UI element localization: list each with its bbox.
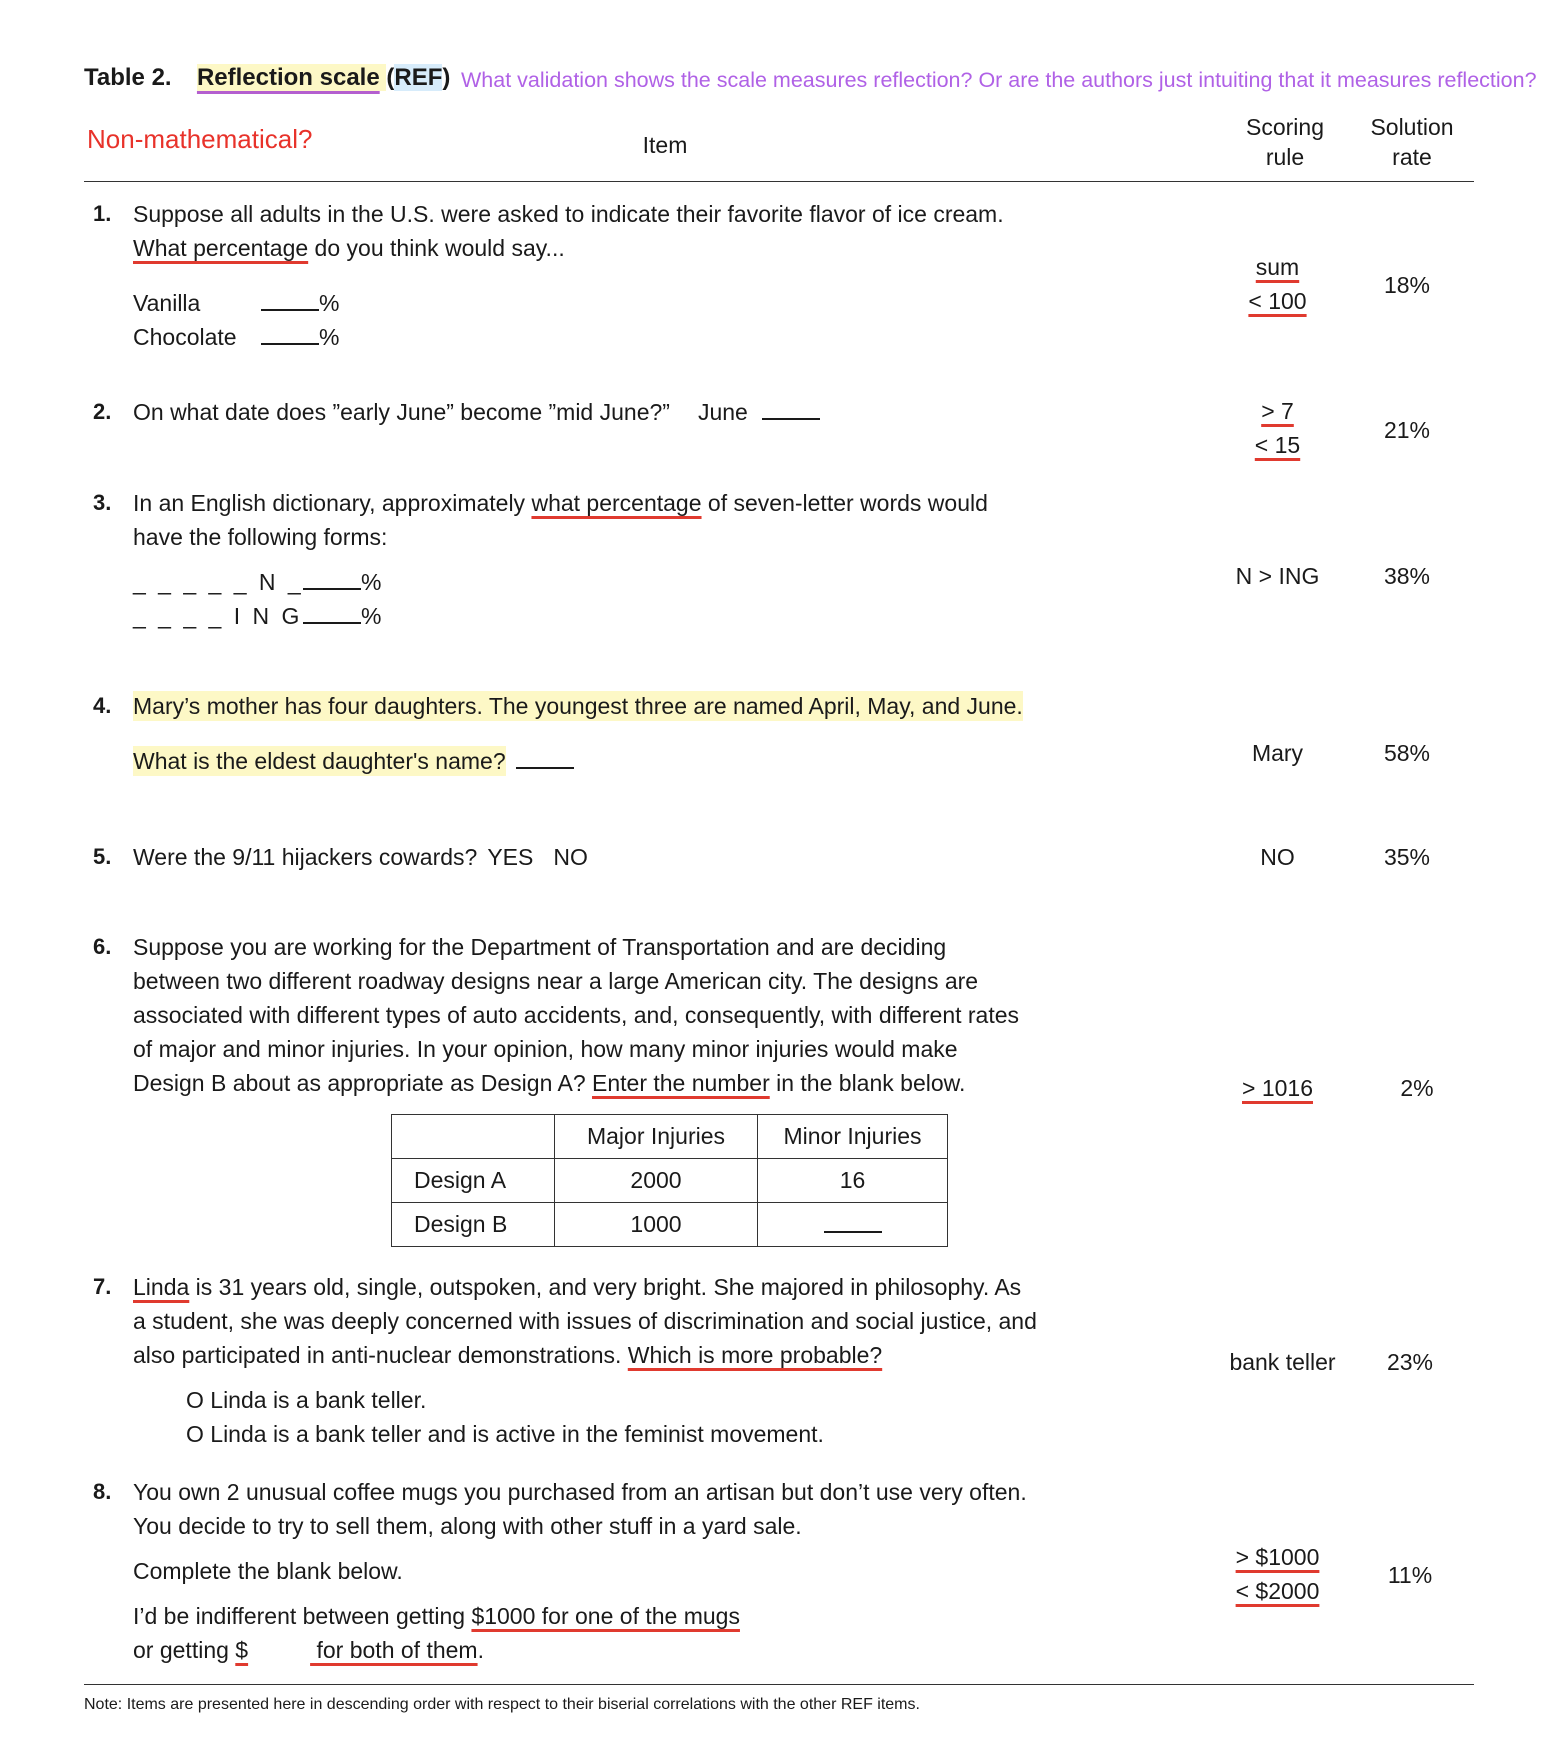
injuries-table [391,1114,948,1247]
scale-abbrev: REF [394,64,443,91]
choice-bank-teller[interactable]: O Linda is a bank teller. [186,1387,427,1413]
price-blank[interactable]: $ for both of them [235,1637,478,1663]
footer-rule [84,1684,1474,1685]
solution-rate-7: 23% [1386,1349,1434,1375]
scoring-rule-7: bank teller [1229,1349,1336,1375]
table-label: Table 2. [84,64,172,91]
option-no[interactable]: NO [553,844,588,870]
solution-rate-2: 21% [1383,417,1431,443]
table-caption: Table 2. Reflection scale (REF) [84,64,451,91]
table-row: Design A 2000 16 [392,1159,948,1203]
column-header-item: Item [642,132,688,158]
scoring-rule-6: > 1016 [1242,1075,1313,1101]
choice-bank-teller-feminist[interactable]: O Linda is a bank teller and is active in the feminist movement. [186,1421,824,1447]
june-blank[interactable] [762,398,820,420]
vanilla-blank[interactable]: % [261,290,339,316]
reviewer-comment-validation: What validation shows the scale measures reflection? Or are the authors just intuiting that it measures reflection? [461,68,1537,92]
reviewer-comment-nonmath: Non-mathematical? [87,124,313,154]
header-rule [84,181,1474,182]
solution-rate-6: 2% [1400,1075,1434,1101]
scale-title: Reflection scale [197,64,386,91]
column-header-scoring-rule: Scoring rule [1246,114,1324,170]
solution-rate-5: 35% [1383,844,1431,870]
design-b-minor-blank[interactable] [758,1203,948,1247]
solution-rate-3: 38% [1383,563,1431,589]
option-vanilla: Vanilla % [133,290,340,316]
eldest-name-blank[interactable] [516,747,574,769]
scoring-rule-4: Mary [1251,740,1304,766]
option-yes[interactable]: YES [487,844,534,870]
solution-rate-8: 11% [1387,1562,1433,1588]
scoring-rule-5: NO [1260,844,1295,870]
option-chocolate: Chocolate % [133,324,340,350]
scoring-rule-3: N > ING [1235,563,1320,589]
scoring-rule-1: sum < 100 [1248,254,1307,314]
solution-rate-4: 58% [1383,740,1431,766]
table-row: Design B 1000 [392,1203,948,1247]
table-note: Note: Items are presented here in descending order with respect to their biserial correlations with the other REF items. [84,1696,920,1713]
solution-rate-1: 18% [1383,272,1431,298]
form-n-blank[interactable]: % [303,569,381,595]
scoring-rule-8: > $1000 < $2000 [1235,1544,1320,1604]
chocolate-blank[interactable]: % [261,324,339,350]
form-ing-blank[interactable]: % [303,603,381,629]
form-pattern-ing: _ _ _ _ I N G [133,603,303,629]
form-pattern-n: _ _ _ _ _ N _ [133,569,304,595]
injuries-table-header: Major Injuries Minor Injuries [392,1115,948,1159]
column-header-solution-rate: Solution rate [1370,114,1454,170]
scoring-rule-2: > 7 < 15 [1254,398,1301,458]
